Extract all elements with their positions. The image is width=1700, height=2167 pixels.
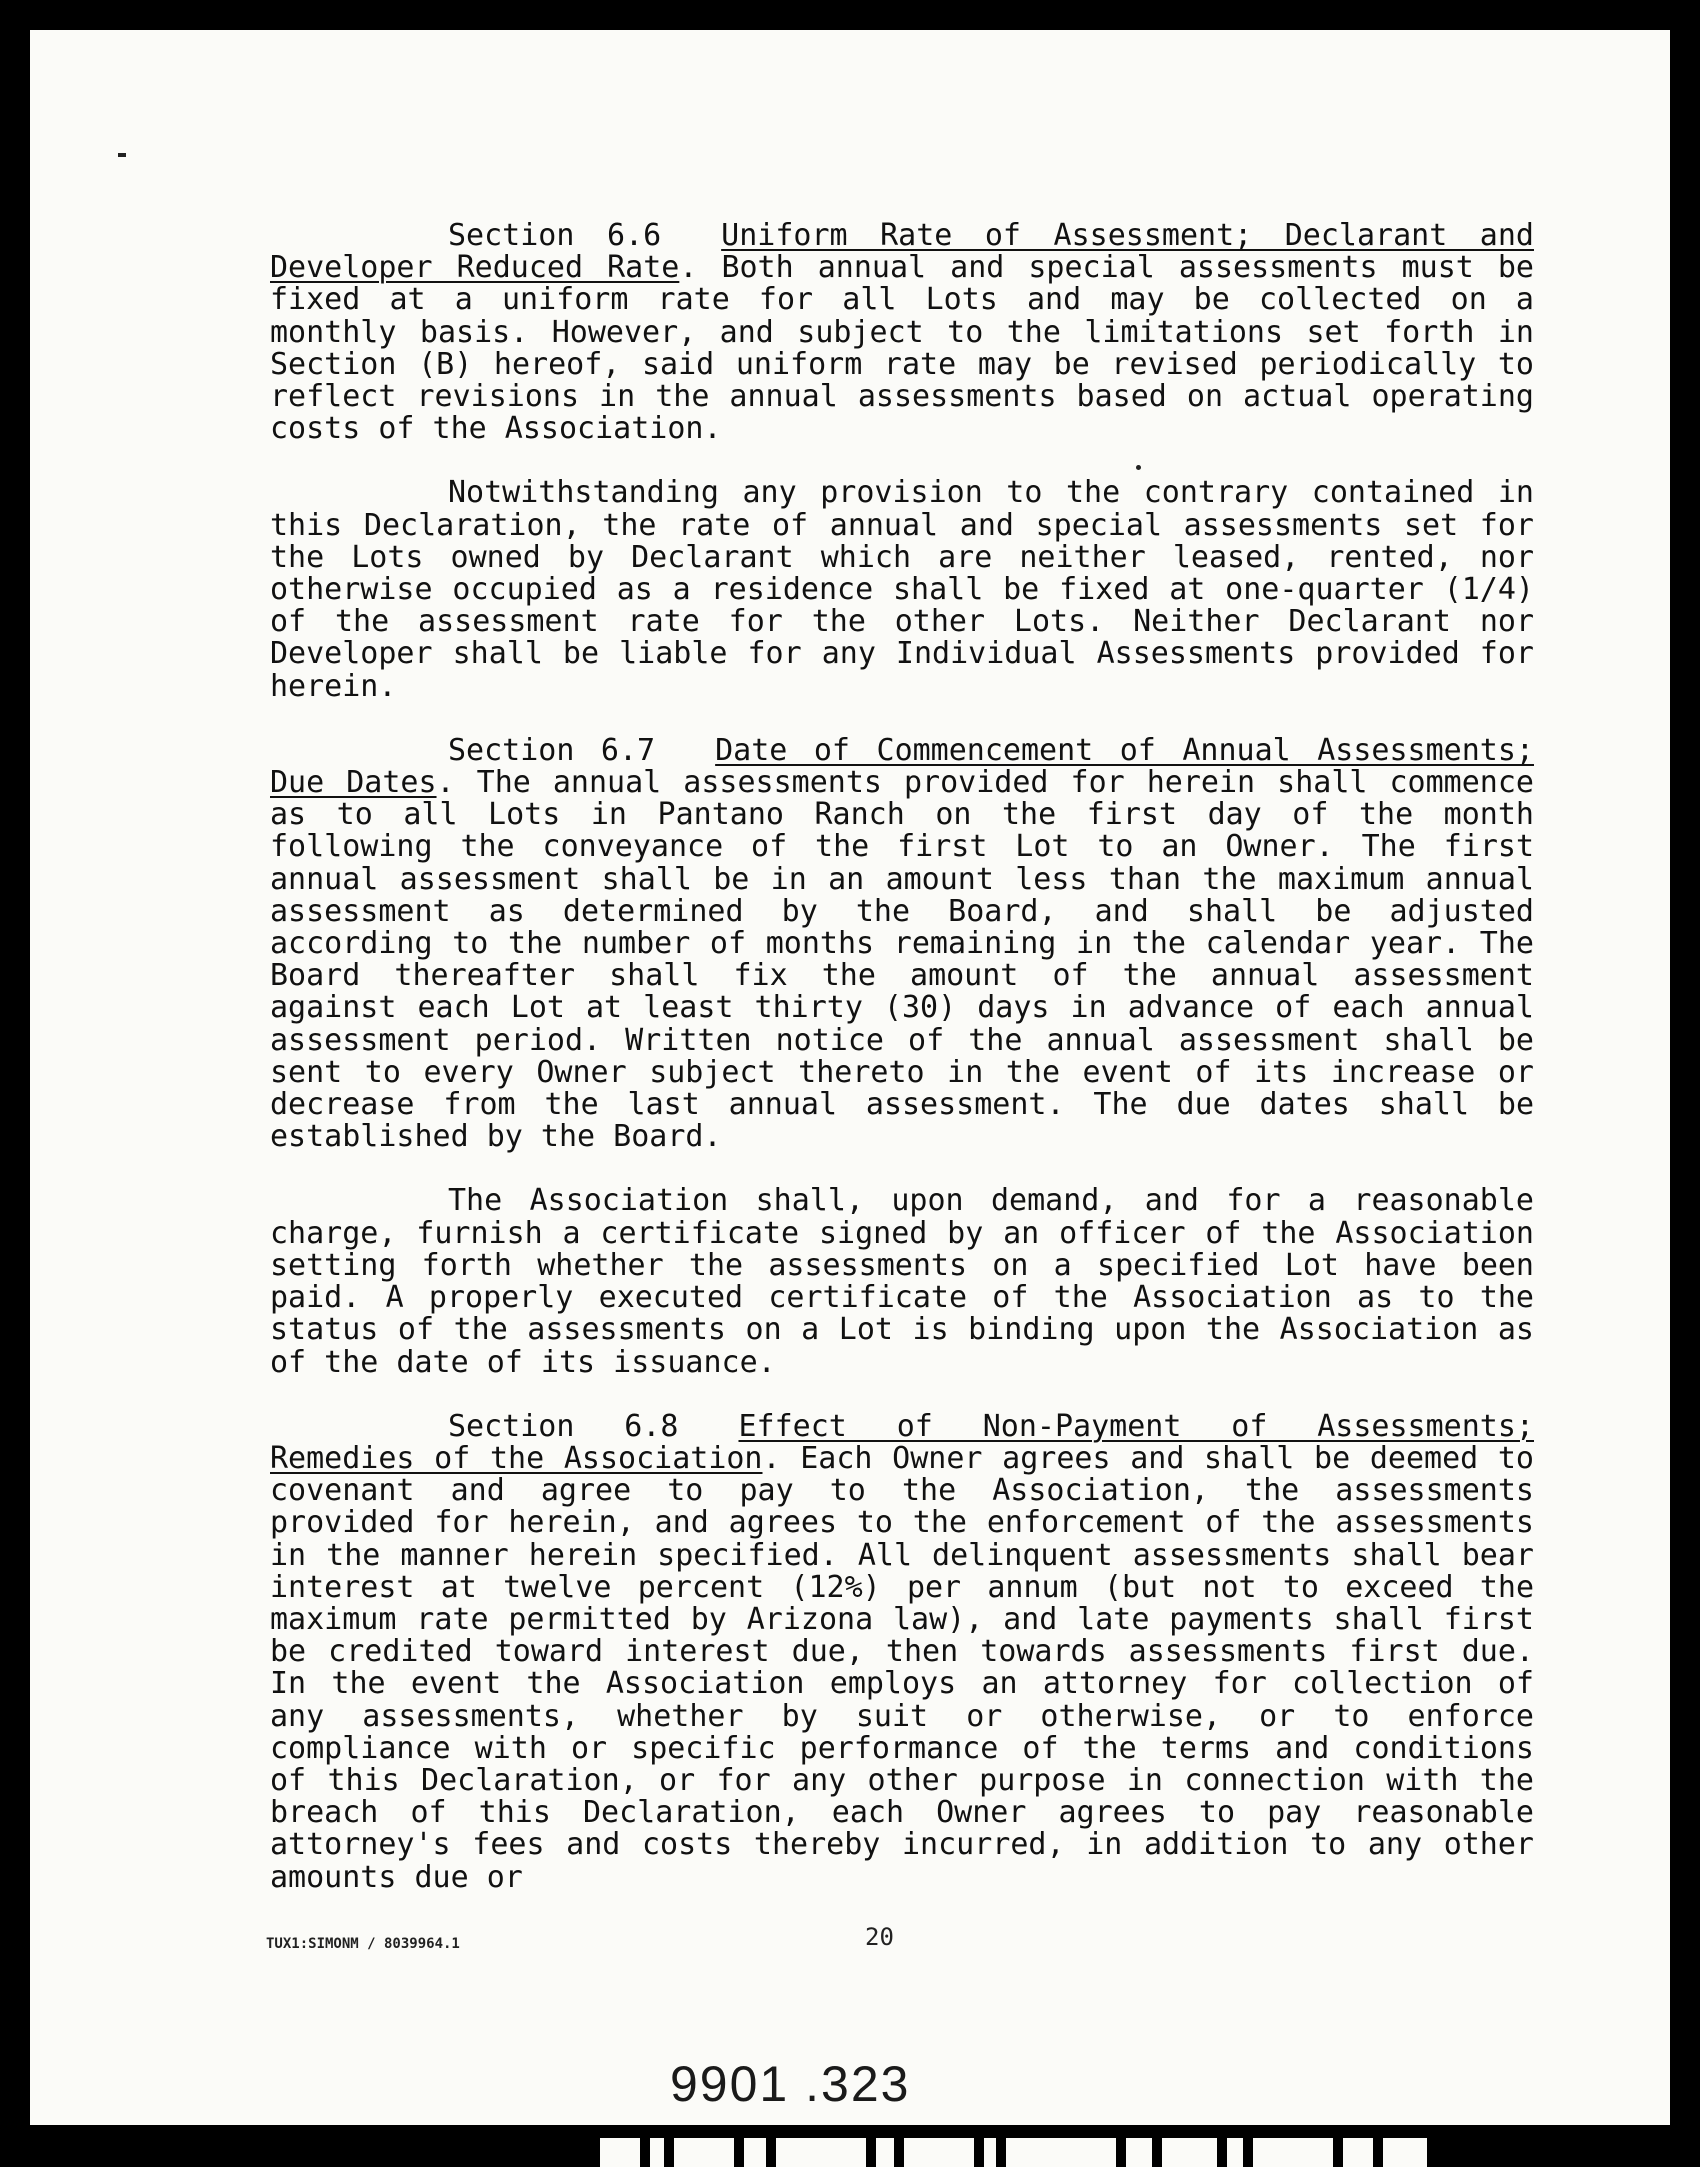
section-text: The annual assessments provided for herein shall commence as to all Lots in Pantano Ranch on the first day of the month following the conveyance of the first Lot to an Owner. The first annual assessment shall be in an amount less than the maximum annual assessment as determined by the Board, and shall be adjusted according to the number of months remaining in the calendar year. The Board thereafter shall fix the amount of the annual assessment against each Lot at least thirty (30) days in advance of each annual assessment period. Written notice of the annual assessment shall be sent to every Owner subject thereto in the event of its increase or decrease from the last annual assessment. The due dates shall be established by the Board. [270, 765, 1534, 1155]
section-number: Section 6.7 [448, 732, 656, 768]
document-body [270, 220, 1534, 1926]
paragraph-declarant-rate [270, 477, 1534, 702]
section-text: Both annual and special assessments must be fixed at a uniform rate for all Lots and may be collected on a monthly basis. However, and subject to the limitations set forth in Section (B) hereof, said uniform rate may be revised periodically to reflect revisions in the annual assessments based on actual operating costs of the Association. [270, 250, 1534, 447]
document-page [30, 30, 1670, 2125]
paragraph-text: The Association shall, upon demand, and for a reasonable charge, furnish a certificate signed by an officer of the Association setting forth whether the assessments on a specified Lot have been paid. A properly executed certificate of the Association as to the status of the assessments on a Lot is binding upon the Association as of the date of its issuance. [270, 1183, 1534, 1380]
recording-stamp: 9901 .323 [670, 2056, 911, 2112]
section-6-7: Section 6.7 Date of Commencement of Annual Assessments; Due Dates. The annual assessments provided for herein shall commence as to all Lots in Pantano Ranch on the first day of the month following the conveyance of the first Lot to an Owner. The first annual assessment shall be in an amount less than the maximum annual assessment as determined by the Board, and shall be adjusted according to the number of months remaining in the calendar year. The Board thereafter shall fix the amount of the annual assessment against each Lot at least thirty (30) days in advance of each annual assessment period. Written notice of the annual assessment shall be sent to every Owner subject thereto in the event of its increase or decrease from the last annual assessment. The due dates shall be established by the Board. [270, 732, 1534, 1155]
section-title: Effect of Non-Payment of Assessments; Remedies of the Association [270, 1408, 1534, 1476]
section-number: Section 6.6 [448, 218, 662, 253]
section-number: Section 6.8 [448, 1408, 679, 1444]
paragraph-text: Notwithstanding any provision to the contrary contained in this Declaration, the rate of annual and special assessments set for the Lots owned by Declarant which are neither leased, rented, nor otherwise occupied as a residence shall be fixed at one-quarter (1/4) of the assessment rate for the other Lots. Neither Declarant nor Developer shall be liable for any Individual Assessments provided for herein. [270, 475, 1534, 704]
page-number: 20 [865, 1923, 894, 1951]
section-6-8: Section 6.8 Effect of Non-Payment of Assessments; Remedies of the Association. Each Owner agrees and shall be deemed to covenant and agree to pay to the Association, the assessments provided for herein, and agrees to the enforcement of the assessments in the manner herein specified. All delinquent assessments shall bear interest at twelve percent (12%) per annum (but not to exceed the maximum rate permitted by Arizona law), and late payments shall first be credited toward interest due, then towards assessments first due. In the event the Association employs an attorney for collection of any assessments, whether by suit or otherwise, or to enforce compliance with or specific performance of the terms and conditions of this Declaration, or for any other purpose in connection with the breach of this Declaration, each Owner agrees to pay reasonable attorney's fees and costs thereby incurred, in addition to any other amounts due or [270, 1408, 1534, 1895]
scan-speck [118, 153, 126, 157]
section-title: Uniform Rate of Assessment; Declarant and Developer Reduced Rate [270, 218, 1534, 286]
section-text: Each Owner agrees and shall be deemed to covenant and agree to pay to the Association, the assessments provided for herein, and agrees to the enforcement of the assessments in the manner herein specified. All delinquent assessments shall bear interest at twelve percent (12%) per annum (but not to exceed the maximum rate permitted by Arizona law), and late payments shall first be credited toward interest due, then towards assessments first due. In the event the Association employs an attorney for collection of any assessments, whether by suit or otherwise, or to enforce compliance with or specific performance of the terms and conditions of this Declaration, or for any other purpose in connection with the breach of this Declaration, each Owner agrees to pay reasonable attorney's fees and costs thereby incurred, in addition to any other amounts due or [270, 1440, 1534, 1895]
section-6-6: Section 6.6 Uniform Rate of Assessment; Declarant and Developer Reduced Rate. Both annual and special assessments must be fixed at a uniform rate for all Lots and may be collected on a monthly basis. However, and subject to the limitations set forth in Section (B) hereof, said uniform rate may be revised periodically to reflect revisions in the annual assessments based on actual operating costs of the Association. [270, 218, 1534, 447]
scan-edge-marks [600, 2138, 1670, 2167]
section-title: Date of Commencement of Annual Assessments; Due Dates [270, 732, 1534, 801]
footer-document-id: TUX1:SIMONM / 8039964.1 [266, 1936, 460, 1952]
paragraph-certificate [270, 1185, 1534, 1378]
